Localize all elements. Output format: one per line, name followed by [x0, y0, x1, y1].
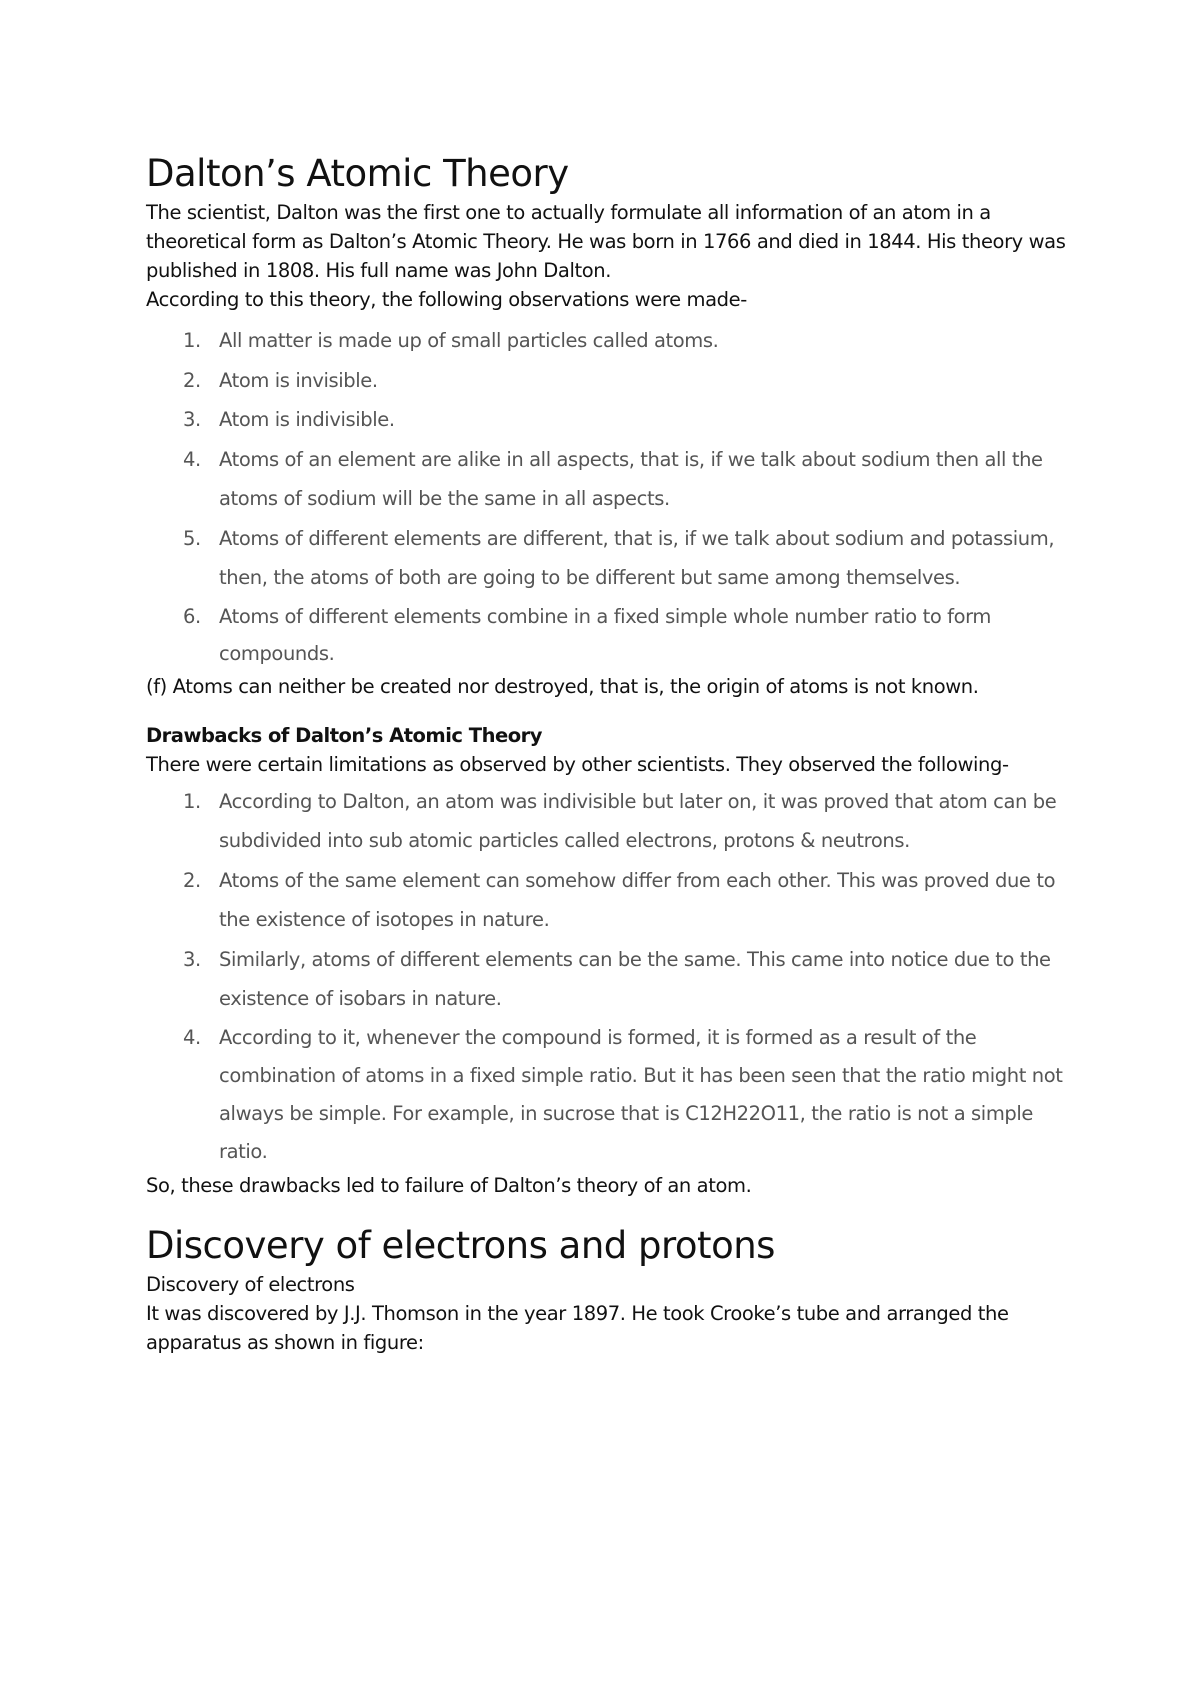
- list-item: 5. Atoms of different elements are different, that is, if we talk about sodium and potassium, then, the atoms of both are going to be different but same among themselves.: [183, 526, 1055, 589]
- drawbacks-intro: There were certain limitations as observed by other scientists. They observed the following-: [146, 752, 1009, 776]
- extra-point-f: (f) Atoms can neither be created nor destroyed, that is, the origin of atoms is not known.: [146, 674, 979, 698]
- list-item: 3. Similarly, atoms of different elements can be the same. This came into notice due to the existence of isobars in nature.: [183, 947, 1051, 1010]
- list-item: 1. According to Dalton, an atom was indivisible but later on, it was proved that atom can be subdivided into sub atomic particles called electrons, protons & neutrons.: [183, 789, 1057, 852]
- list-item: 6. Atoms of different elements combine in a fixed simple whole number ratio to form compounds.: [183, 604, 992, 665]
- list-item: 4. Atoms of an element are alike in all aspects, that is, if we talk about sodium then all the atoms of sodium will be the same in all aspects.: [183, 447, 1043, 510]
- list-item: 4. According to it, whenever the compound is formed, it is formed as a result of the combination of atoms in a fixed simple ratio. But it has been seen that the ratio might not always be simple. For example, in sucrose that is C12H22O11, the ratio is not a simple ratio.: [183, 1025, 1063, 1163]
- drawbacks-conclusion: So, these drawbacks led to failure of Dalton’s theory of an atom.: [146, 1173, 752, 1197]
- document-page: [146, 150, 1066, 1357]
- discovery-paragraph: It was discovered by J.J. Thomson in the year 1897. He took Crooke’s tube and arranged the apparatus as shown in figure:: [146, 1301, 1009, 1354]
- intro-paragraph: The scientist, Dalton was the first one to actually formulate all information of an atom in a theoretical form as Dalton’s Atomic Theory. He was born in 1766 and died in 1844. His theory was published in 1808. His full name was John Dalton.: [146, 201, 1066, 282]
- intro-observations-line: According to this theory, the following observations were made-: [146, 288, 747, 311]
- drawbacks-heading: Drawbacks of Dalton’s Atomic Theory: [146, 723, 542, 747]
- list-item: 3. Atom is indivisible.: [183, 408, 395, 431]
- list-item: 1. All matter is made up of small particles called atoms.: [183, 329, 719, 352]
- list-item: 2. Atoms of the same element can somehow differ from each other. This was proved due to the existence of isotopes in nature.: [183, 868, 1056, 931]
- observations-list: [146, 321, 1066, 672]
- section-title-discovery: Discovery of electrons and protons: [146, 1223, 775, 1267]
- section-title-dalton: Dalton’s Atomic Theory: [146, 152, 569, 195]
- list-item: 2. Atom is invisible.: [183, 368, 378, 392]
- drawbacks-list: [146, 782, 1066, 1171]
- discovery-subheading: Discovery of electrons: [146, 1272, 355, 1296]
